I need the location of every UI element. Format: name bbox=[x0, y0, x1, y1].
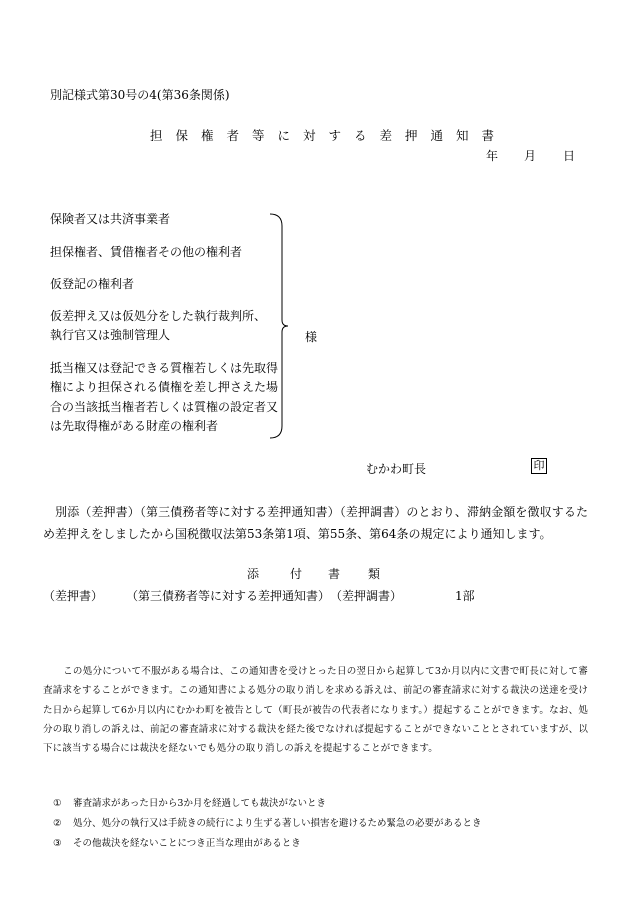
attachment-count: 1部 bbox=[455, 589, 475, 603]
attachments-heading-char-3: 書 bbox=[328, 567, 341, 581]
attachments-heading-char-4: 類 bbox=[368, 567, 381, 581]
recipient-mortgagee-line-4: は先取得権がある財産の権利者 bbox=[50, 419, 219, 433]
attachment-item-seizure-record: （差押調書） bbox=[330, 589, 403, 603]
condition-item-2 bbox=[53, 815, 482, 829]
recipient-secured-party: 担保権者、賃借権者その他の権利者 bbox=[50, 245, 243, 259]
condition-text: その他裁決を経ないことにつき正当な理由があるとき bbox=[73, 838, 301, 849]
attachments-heading-char-1: 添 bbox=[247, 567, 260, 581]
body-paragraph bbox=[43, 501, 588, 545]
recipient-court-line-1: 仮差押え又は仮処分をした執行裁判所、 bbox=[50, 309, 267, 323]
date-day-label: 日 bbox=[563, 149, 576, 163]
recipient-bracket bbox=[268, 212, 292, 440]
honorific-sama: 様 bbox=[305, 330, 318, 344]
recipient-insurer: 保険者又は共済事業者 bbox=[50, 212, 171, 226]
attachment-item-seizure-document: （差押書） bbox=[43, 589, 104, 603]
appeal-notice-paragraph bbox=[43, 662, 588, 758]
recipient-court-line-2: 執行官又は強制管理人 bbox=[50, 328, 171, 342]
condition-text: 審査請求があった日から3か月を経過しても裁決がないとき bbox=[73, 798, 326, 809]
recipient-mortgagee-line-1: 抵当権又は登記できる質権若しくは先取得 bbox=[50, 361, 279, 375]
seal-mark: 印 bbox=[531, 458, 547, 474]
form-identifier: 別記様式第30号の4(第36条関係) bbox=[50, 88, 230, 102]
condition-number: ③ bbox=[53, 838, 62, 849]
date-year-label: 年 bbox=[486, 149, 499, 163]
attachments-heading-char-2: 付 bbox=[290, 567, 303, 581]
condition-number: ① bbox=[53, 798, 62, 809]
date-month-label: 月 bbox=[524, 149, 537, 163]
sender-mayor: むかわ町長 bbox=[366, 462, 427, 476]
condition-text: 処分、処分の執行又は手続きの続行により生ずる著しい損害を避けるため緊急の必要があるとき bbox=[73, 818, 482, 829]
body-text: 別添（差押書）（第三債務者等に対する差押通知書）（差押調書）のとおり、滞納金額を徴収するため差押えをしましたから国税徴収法第53条第1項、第55条、第64条の規定により通知します。 bbox=[43, 505, 588, 541]
condition-item-3 bbox=[53, 835, 301, 849]
attachment-item-third-party-notice: （第三債務者等に対する差押通知書） bbox=[126, 589, 331, 603]
document-title: 担保権者等に対する差押通知書 bbox=[150, 128, 508, 143]
recipient-mortgagee-line-2: 権により担保される債権を差し押さえた場 bbox=[50, 380, 279, 394]
recipient-mortgagee-line-3: 合の当該抵当権者若しくは質権の設定者又 bbox=[50, 400, 279, 414]
condition-number: ② bbox=[53, 818, 62, 829]
recipient-provisional-registrant: 仮登記の権利者 bbox=[50, 277, 135, 291]
appeal-notice-text: この処分について不服がある場合は、この通知書を受けとった日の翌日から起算して3か月以内に文書で町長に対して審査請求をすることができます。この通知書による処分の取り消しを求める訴えは、前記の審査請求に対する裁決の送達を受けた日から起算して6か月以内にむかわ町を被告として（町長が被告の代表者になります。）提起することができます。なお、処分の取り消しの訴えは、前記の審査請求に対する裁決を経た後でなければ提起することができないこととされていますが、以下に該当する場合には裁決を経ないでも処分の取り消しの訴えを提起することができます。 bbox=[43, 666, 588, 755]
condition-item-1 bbox=[53, 795, 326, 809]
